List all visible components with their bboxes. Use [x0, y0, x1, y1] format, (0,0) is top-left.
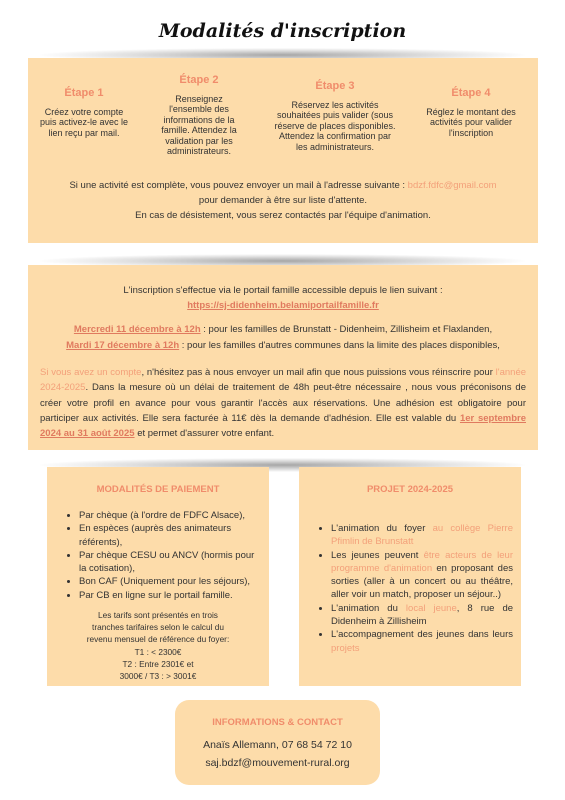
item-text: L'animation du [331, 602, 398, 614]
contact-box [175, 700, 380, 785]
list-item: • En espèces (auprès des animateurs référents), [79, 522, 261, 549]
contact-phone: Anaïs Allemann, 07 68 54 72 10 [203, 739, 352, 751]
tariff-intro: Les tarifs sont présentés en trois tranches tarifaires selon le calcul du revenu mensuel de référence du foyer: [86, 610, 230, 645]
step-4-text: Réglez le montant des activités pour valider l'inscription [426, 106, 516, 138]
step-4-title: Étape 4 [451, 87, 491, 99]
payment-title: MODALITÉS DE PAIEMENT [96, 484, 220, 495]
list-item: • Par CB en ligne sur le portail famille. [79, 589, 261, 602]
portal-intro-block [28, 283, 538, 313]
portal-link[interactable]: https://sj-didenheim.belamiportailfamille.fr [187, 300, 379, 311]
payment-box [47, 467, 269, 686]
year-phrase: l'année 2024-2025 [40, 367, 527, 394]
tariff-t3: 3000€ / T3 : > 3001€ [119, 671, 197, 682]
step-2-title: Étape 2 [179, 74, 219, 86]
date-1-text: : pour les familles de Brunstatt - Didenheim, Zillisheim et Flaxlanden, [203, 324, 493, 335]
waitlist-line2: pour demander à être sur liste d'attente. [198, 195, 368, 206]
item-highlight: au collège Pierre Pfimlin de Brunstatt [331, 523, 513, 548]
paragraph-part: , n'hésitez pas à nous envoyer un mail afin que nous puissions vous réinscrire pour [141, 367, 493, 378]
item-highlight: être acteurs de leur programme d'animation [331, 549, 513, 574]
list-item: • Par chèque (à l'ordre de FDFC Alsace), [79, 509, 261, 522]
paragraph-part: . Dans la mesure où un délai de traitement de 48h peut-être nécessaire , nous vous préconisons de créer votre profil en avance pour vous garantir l'accès aux réservations. Une adhésion est obligatoire pour participer aux activités. Elle sera facturée à 11€ dès la demande d'adhésion. Elle est valable du [40, 382, 526, 424]
project-box [299, 467, 521, 686]
contact-title: INFORMATIONS & CONTACT [212, 717, 343, 728]
step-1-text: Créez votre compte puis activez-le avec le lien reçu par mail. [39, 106, 129, 138]
validity-dates: 1er septembre 2024 au 31 août 2025 [40, 412, 526, 440]
list-item [331, 602, 513, 629]
date-1: Mercredi 11 décembre à 12h [73, 324, 201, 335]
item-text: , 8 rue de Didenheim à Zillisheim [331, 602, 514, 628]
tariff-note [83, 609, 233, 682]
tariff-t1: T1 : < 2300€ [134, 646, 182, 657]
waitlist-email[interactable]: bdzf.fdfc@gmail.com [407, 180, 497, 191]
item-text: L'accompagnement des jeunes dans leurs [331, 629, 513, 641]
date-2: Mardi 17 décembre à 12h [66, 340, 180, 351]
list-item [331, 549, 513, 602]
date-2-text: : pour les familles d'autres communes dans la limite des places disponibles, [181, 340, 500, 351]
item-text: Les jeunes peuvent [331, 549, 419, 561]
item-text: L'animation du foyer [331, 523, 426, 534]
item-highlight: projets [331, 642, 360, 654]
project-title: PROJET 2024-2025 [366, 484, 454, 495]
payment-list [61, 509, 261, 602]
waitlist-info [28, 178, 538, 223]
item-highlight: local jeune [405, 602, 457, 614]
step-1 [38, 88, 130, 138]
portal-paragraph [40, 365, 526, 441]
portal-intro: L'inscription s'effectue via le portail famille accessible depuis le lien suivant : [123, 285, 443, 296]
tariff-t2: T2 : Entre 2301€ et [122, 658, 194, 669]
list-item: • Bon CAF (Uniquement pour les séjours), [79, 575, 261, 588]
account-phrase: Si vous avez un compte [40, 367, 142, 378]
item-text: en proposant des sorties (aller à un concert ou au théâtre, aller voir un match, proposer un séjour..) [331, 562, 513, 601]
page-title: Modalités d'inscription [158, 20, 407, 42]
steps-panel [28, 58, 538, 243]
waitlist-line1: Si une activité est complète, vous pouvez envoyer un mail à l'adresse suivante : [69, 180, 406, 191]
step-2 [158, 75, 240, 157]
project-list [313, 522, 513, 655]
step-3 [272, 81, 398, 152]
step-1-title: Étape 1 [64, 87, 104, 99]
paragraph-part: et permet d'assurer votre enfant. [137, 428, 275, 440]
step-3-text: Réservez les activités souhaitées puis valider (sous réserve de places disponibles. Attendez la confirmation par les administrateurs. [274, 99, 396, 152]
list-item [331, 522, 513, 549]
step-2-text: Renseignez l'ensemble des informations de la famille. Attendez la validation par les administrateurs. [161, 93, 237, 156]
step-4 [420, 88, 522, 138]
step-3-title: Étape 3 [315, 80, 355, 92]
list-item [331, 628, 513, 655]
list-item: • Par chèque CESU ou ANCV (hormis pour la cotisation), [79, 549, 261, 576]
waitlist-line3: En cas de désistement, vous serez contactés par l'équipe d'animation. [135, 210, 431, 221]
contact-email[interactable]: saj.bdzf@mouvement-rural.org [205, 757, 350, 769]
opening-dates [28, 322, 538, 354]
portal-panel [28, 265, 538, 450]
